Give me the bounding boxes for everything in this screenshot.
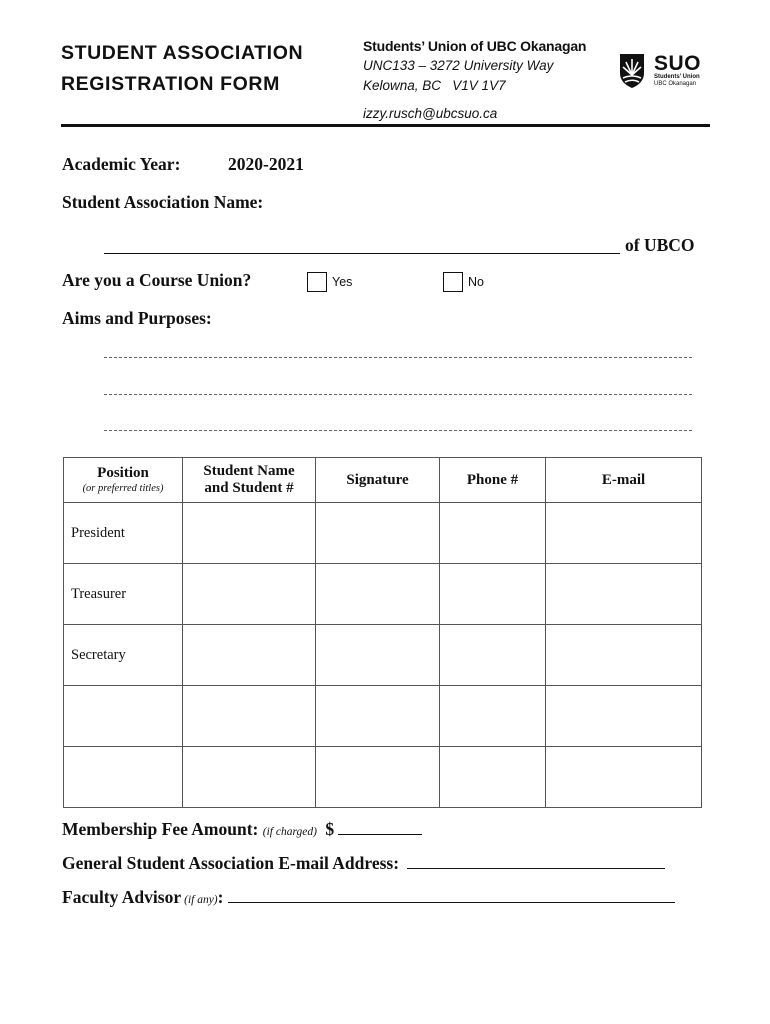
general-email-row <box>62 853 665 874</box>
org-name: Students’ Union of UBC Okanagan <box>363 38 587 54</box>
executive-table <box>63 457 702 808</box>
advisor-field[interactable] <box>228 888 675 903</box>
header-student-name <box>183 458 316 503</box>
signature-cell[interactable] <box>316 564 440 625</box>
email-cell[interactable] <box>546 747 702 808</box>
general-email-field[interactable] <box>407 854 665 869</box>
yes-label: Yes <box>332 275 353 289</box>
position-cell: Secretary <box>64 625 183 686</box>
course-union-label: Are you a Course Union? <box>62 270 252 290</box>
header-position-label: Position <box>97 464 149 481</box>
membership-fee-row <box>62 819 422 840</box>
fee-amount-field[interactable] <box>338 820 422 835</box>
of-ubco-label: of UBCO <box>625 235 695 255</box>
phone-cell[interactable] <box>440 747 546 808</box>
email-cell[interactable] <box>546 564 702 625</box>
logo-sub-line-2: UBC Okanagan <box>654 81 697 87</box>
association-name-field[interactable] <box>104 253 620 254</box>
form-title <box>61 38 303 100</box>
advisor-label: Faculty Advisor <box>62 887 182 907</box>
position-cell[interactable] <box>64 686 183 747</box>
contact-email: izzy.rusch@ubcsuo.ca <box>363 106 498 121</box>
address-line-2: Kelowna, BC V1V 1V7 <box>363 78 506 93</box>
table-row <box>64 625 702 686</box>
position-cell[interactable] <box>64 747 183 808</box>
student-name-cell[interactable] <box>183 503 316 564</box>
logo-wordmark: SUO <box>654 52 702 75</box>
signature-cell[interactable] <box>316 625 440 686</box>
no-label: No <box>468 275 484 289</box>
academic-year-label: Academic Year: <box>62 154 181 174</box>
signature-cell[interactable] <box>316 686 440 747</box>
course-union-yes-checkbox[interactable] <box>307 272 327 292</box>
position-cell: President <box>64 503 183 564</box>
table-row <box>64 686 702 747</box>
email-cell[interactable] <box>546 625 702 686</box>
table-header-row <box>64 458 702 503</box>
signature-cell[interactable] <box>316 503 440 564</box>
table-row <box>64 747 702 808</box>
phone-cell[interactable] <box>440 564 546 625</box>
suo-logo <box>619 53 701 89</box>
student-name-cell[interactable] <box>183 686 316 747</box>
student-name-cell[interactable] <box>183 564 316 625</box>
advisor-note: (if any) <box>184 894 218 906</box>
aims-line-2[interactable] <box>104 394 692 395</box>
title-line-1: STUDENT ASSOCIATION <box>61 42 304 64</box>
aims-line-1[interactable] <box>104 357 692 358</box>
association-name-label: Student Association Name: <box>62 192 264 212</box>
phone-cell[interactable] <box>440 686 546 747</box>
aims-label: Aims and Purposes: <box>62 308 212 328</box>
address-line-1: UNC133 – 3272 University Way <box>363 58 554 73</box>
fee-note: (if charged) <box>262 826 317 838</box>
faculty-advisor-row <box>62 887 675 908</box>
phone-cell[interactable] <box>440 625 546 686</box>
logo-text-block <box>654 54 701 88</box>
dollar-sign: $ <box>325 819 335 839</box>
table-row <box>64 503 702 564</box>
header-student-name-line-2: and Student # <box>204 480 294 496</box>
signature-cell[interactable] <box>316 747 440 808</box>
header-position-note: (or preferred titles) <box>82 482 164 494</box>
general-email-label: General Student Association E-mail Address: <box>62 853 400 873</box>
title-line-2: REGISTRATION FORM <box>61 73 280 95</box>
email-cell[interactable] <box>546 503 702 564</box>
logo-sub-line-1: Students’ Union <box>654 74 700 80</box>
email-cell[interactable] <box>546 686 702 747</box>
header-phone: Phone # <box>440 458 546 503</box>
org-contact-block <box>363 36 586 124</box>
academic-year-value: 2020-2021 <box>228 154 304 174</box>
student-name-cell[interactable] <box>183 747 316 808</box>
logo-subtitle <box>654 74 701 88</box>
aims-line-3[interactable] <box>104 430 692 431</box>
position-cell: Treasurer <box>64 564 183 625</box>
course-union-no-checkbox[interactable] <box>443 272 463 292</box>
header-position <box>64 458 183 503</box>
header-email: E-mail <box>546 458 702 503</box>
phone-cell[interactable] <box>440 503 546 564</box>
header-signature: Signature <box>316 458 440 503</box>
fee-label: Membership Fee Amount: <box>62 819 259 839</box>
header-student-name-line-1: Student Name <box>203 463 295 479</box>
advisor-colon: : <box>217 887 224 907</box>
table-row <box>64 564 702 625</box>
shield-icon <box>619 53 645 89</box>
student-name-cell[interactable] <box>183 625 316 686</box>
header-divider <box>61 124 710 127</box>
